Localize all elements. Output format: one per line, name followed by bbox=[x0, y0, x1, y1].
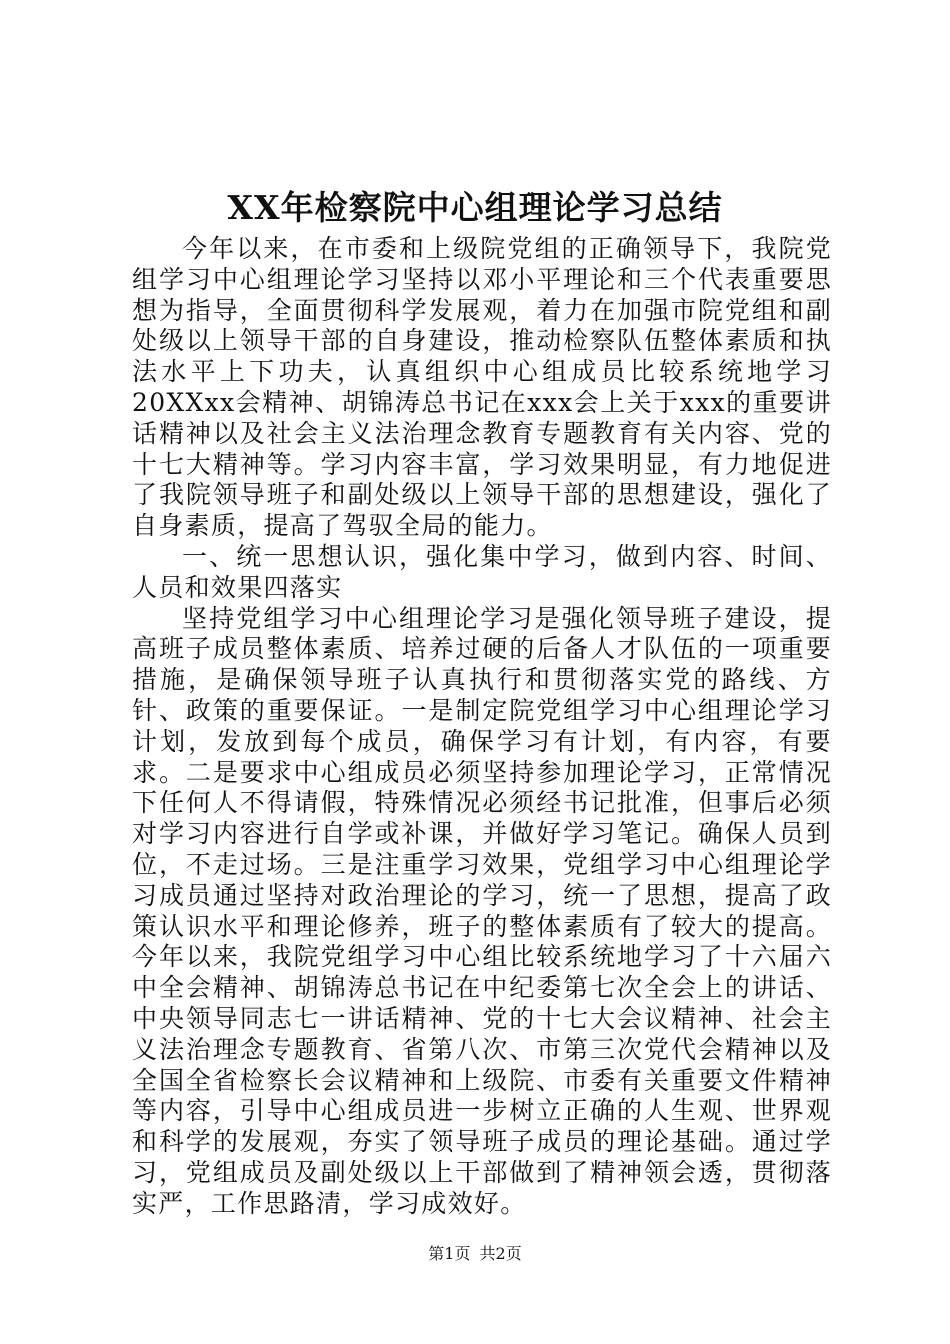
section-heading: 一、统一思想认识，强化集中学习，做到内容、时间、人员和效果四落实 bbox=[132, 541, 832, 602]
document-body bbox=[132, 234, 832, 1220]
page-number: 第1页 bbox=[428, 1244, 471, 1263]
page-footer bbox=[0, 1244, 950, 1264]
page-total: 共2页 bbox=[479, 1244, 522, 1263]
section-paragraph: 坚持党组学习中心组理论学习是强化领导班子建设，提高班子成员整体素质、培养过硬的后备人才队伍的一项重要措施，是确保领导班子认真执行和贯彻落实党的路线、方针、政策的重要保证。一是制定院党组学习中心组理论学习计划，发放到每个成员，确保学习有计划，有内容，有要求。二是要求中心组成员必须坚持参加理论学习，正常情况下任何人不得请假，特殊情况必须经书记批准，但事后必须对学习内容进行自学或补课，并做好学习笔记。确保人员到位，不走过场。三是注重学习效果，党组学习中心组理论学习成员通过坚持对政治理论的学习，统一了思想，提高了政策认识水平和理论修养，班子的整体素质有了较大的提高。今年以来，我院党组学习中心组比较系统地学习了十六届六中全会精神、胡锦涛总书记在中纪委第七次全会上的讲话、中央领导同志七一讲话精神、党的十七大会议精神、社会主义法治理念专题教育、省第八次、市第三次党代会精神以及全国全省检察长会议精神和上级院、市委有关重要文件精神等内容，引导中心组成员进一步树立正确的人生观、世界观和科学的发展观，夯实了领导班子成员的理论基础。通过学习，党组成员及副处级以上干部做到了精神领会透，贯彻落实严，工作思路清，学习成效好。 bbox=[132, 603, 832, 1218]
document-title: XX年检察院中心组理论学习总结 bbox=[227, 188, 723, 227]
intro-paragraph: 今年以来，在市委和上级院党组的正确领导下，我院党组学习中心组理论学习坚持以邓小平理论和三个代表重要思想为指导，全面贯彻科学发展观，着力在加强市院党组和副处级以上领导干部的自身建设，推动检察队伍整体素质和执法水平上下功夫，认真组织中心组成员比较系统地学习20XXxx会精神、胡锦涛总书记在xxx会上关于xxx的重要讲话精神以及社会主义法治理念教育专题教育有关内容、党的十七大精神等。学习内容丰富，学习效果明显，有力地促进了我院领导班子和副处级以上领导干部的思想建设，强化了自身素质，提高了驾驭全局的能力。 bbox=[132, 234, 832, 541]
